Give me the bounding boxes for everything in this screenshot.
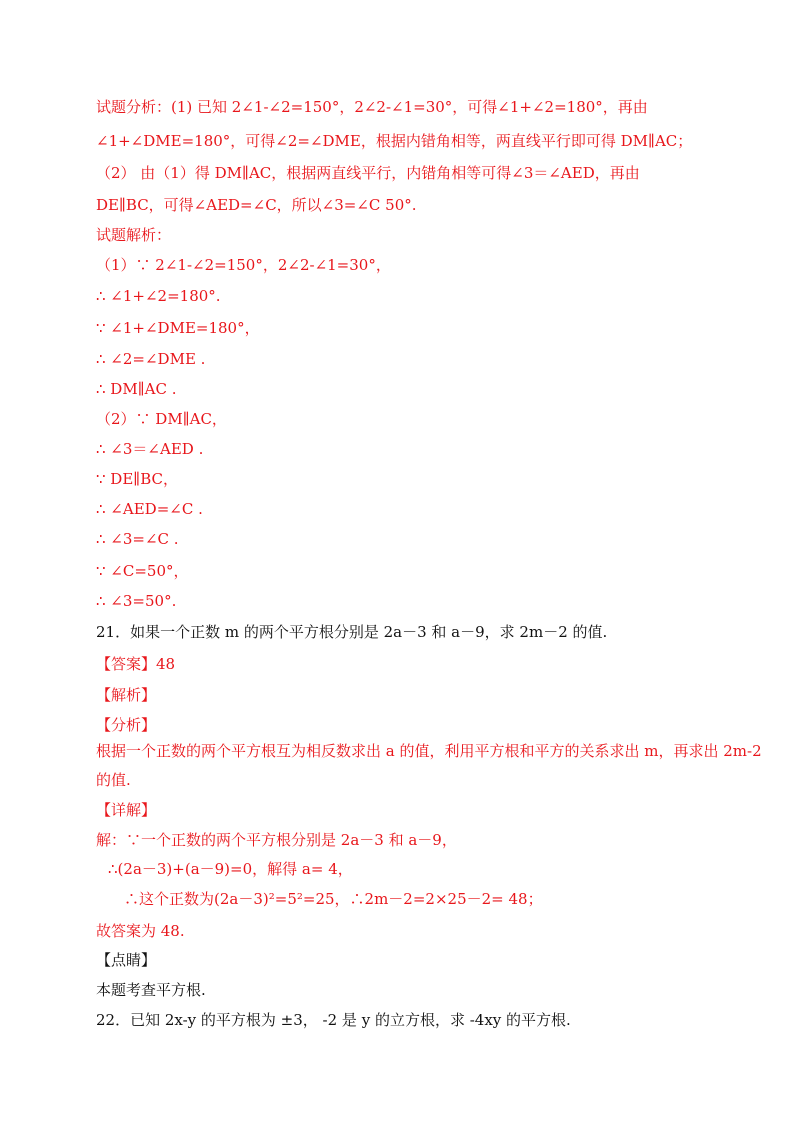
solution-step: ∴ ∠1+∠2=180°. <box>96 287 221 305</box>
detail-line-3: ∴这个正数为(2a－3)²=5²=25，∴2m－2=2×25－2= 48； <box>124 890 543 908</box>
solution-step: ∴ ∠3＝∠AED . <box>96 440 204 458</box>
solution-step: （2）∵ DM∥AC， <box>96 410 227 428</box>
solution-step: ∵ ∠C=50°， <box>96 562 189 580</box>
question-21: 21．如果一个正数 m 的两个平方根分别是 2a－3 和 a－9，求 2m－2 的值. <box>96 623 608 641</box>
xiangjie-label: 【详解】 <box>96 801 157 819</box>
detail-line-2: ∴(2a－3)+(a－9)=0，解得 a= 4， <box>108 860 353 878</box>
detail-line-4: 故答案为 48. <box>96 922 185 940</box>
solution-step: ∵ ∠1+∠DME=180°， <box>96 319 260 337</box>
fenxi-line-1: 根据一个正数的两个平方根互为相反数求出 a 的值，利用平方根和平方的关系求出 m，再求出 2m-2 <box>96 742 762 760</box>
fenxi-label: 【分析】 <box>96 716 157 734</box>
solution-step: ∴ ∠3=∠C . <box>96 530 179 548</box>
question-22: 22．已知 2x-y 的平方根为 ±3， -2 是 y 的立方根，求 -4xy 的平方根. <box>96 1011 571 1029</box>
solution-step: ∴ ∠AED=∠C . <box>96 500 203 518</box>
jiexi-label: 【解析】 <box>96 686 157 704</box>
solution-step: （1）∵ 2∠1-∠2=150°，2∠2-∠1=30°， <box>96 256 391 274</box>
analysis-line-3: （2） 由（1）得 DM∥AC，根据两直线平行，内错角相等可得∠3＝∠AED，再由 <box>96 164 640 182</box>
solution-step: ∴ DM∥AC . <box>96 380 177 398</box>
analysis-line-4: DE∥BC，可得∠AED=∠C，所以∠3=∠C 50°. <box>96 196 417 214</box>
answer-label: 【答案】48 <box>96 655 176 673</box>
fenxi-line-2: 的值. <box>96 771 131 789</box>
solution-step: ∴ ∠3=50°. <box>96 592 177 610</box>
solution-header: 试题解析： <box>96 226 172 244</box>
dianjing-label: 【点睛】 <box>96 951 157 969</box>
solution-step: ∴ ∠2=∠DME . <box>96 350 206 368</box>
analysis-line-1: 试题分析：(1) 已知 2∠1-∠2=150°，2∠2-∠1=30°，可得∠1+∠2=180°，再由 <box>96 98 648 116</box>
analysis-line-2: ∠1+∠DME=180°，可得∠2=∠DME，根据内错角相等，两直线平行即可得 DM∥AC； <box>96 132 693 150</box>
detail-line-1: 解：∵一个正数的两个平方根分别是 2a－3 和 a－9， <box>96 831 457 849</box>
solution-step: ∵ DE∥BC， <box>96 470 178 488</box>
dianjing-text: 本题考查平方根. <box>96 981 206 999</box>
